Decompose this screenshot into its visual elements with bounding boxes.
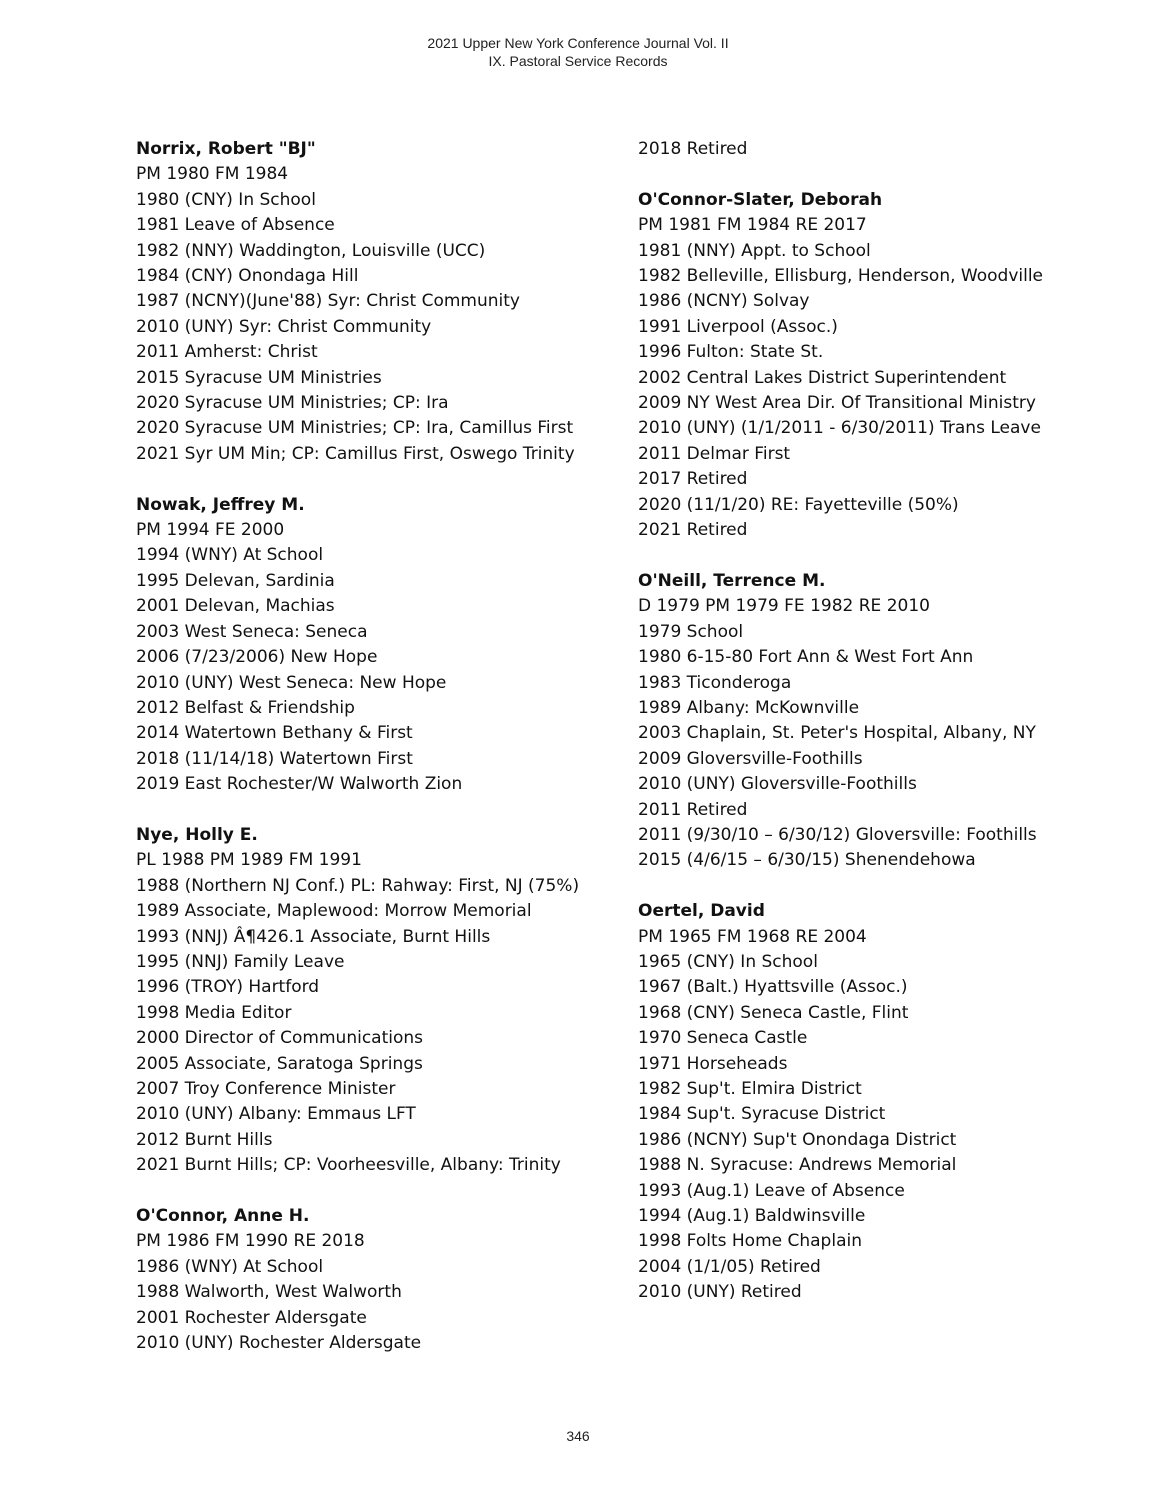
service-record-line: 1970 Seneca Castle [638, 1028, 808, 1049]
record-entry [638, 137, 1118, 162]
service-record-line: 2012 Belfast & Friendship [136, 697, 355, 718]
pastor-name: Oertel, David [638, 901, 765, 922]
service-record-line: 2001 Rochester Aldersgate [136, 1307, 367, 1328]
pastor-name: Nye, Holly E. [136, 824, 258, 845]
service-record-line: 1984 Sup't. Syracuse District [638, 1104, 886, 1125]
service-record-line: 1988 N. Syracuse: Andrews Memorial [638, 1155, 957, 1176]
service-record-line: 1998 Media Editor [136, 1002, 292, 1023]
service-record-line: 1984 (CNY) Onondaga Hill [136, 266, 359, 287]
service-record-line: 1968 (CNY) Seneca Castle, Flint [638, 1002, 909, 1023]
record-entry [136, 1204, 606, 1356]
service-record-line: 1967 (Balt.) Hyattsville (Assoc.) [638, 977, 908, 998]
service-record-line: 1988 Walworth, West Walworth [136, 1282, 402, 1303]
service-record-line: 2011 Retired [638, 799, 748, 820]
service-record-line: 1982 Sup't. Elmira District [638, 1078, 862, 1099]
service-record-line: 2004 (1/1/05) Retired [638, 1256, 821, 1277]
record-entry [638, 188, 1118, 544]
service-record-line: 1996 (TROY) Hartford [136, 977, 320, 998]
service-record-line: 2011 Delmar First [638, 443, 791, 464]
service-record-line: 2015 Syracuse UM Ministries [136, 367, 382, 388]
service-record-line: 2018 (11/14/18) Watertown First [136, 748, 413, 769]
service-record-line: 2015 (4/6/15 – 6/30/15) Shenendehowa [638, 850, 976, 871]
service-record-line: 2021 Syr UM Min; CP: Camillus First, Oswego Trinity [136, 443, 575, 464]
service-record-line: 2012 Burnt Hills [136, 1129, 273, 1150]
service-record-line: 1991 Liverpool (Assoc.) [638, 316, 838, 337]
service-record-line: 1980 (CNY) In School [136, 189, 316, 210]
page-header [0, 34, 1156, 70]
service-record-line: 2021 Burnt Hills; CP: Voorheesville, Albany: Trinity [136, 1155, 561, 1176]
service-record-line: 2018 Retired [638, 139, 748, 159]
service-record-line: 1995 Delevan, Sardinia [136, 570, 335, 591]
record-entry [136, 137, 606, 467]
service-record-line: 2011 Amherst: Christ [136, 342, 318, 363]
service-record-line: 1996 Fulton: State St. [638, 342, 824, 363]
section-title: IX. Pastoral Service Records [488, 53, 668, 69]
service-record-line: PM 1986 FM 1990 RE 2018 [136, 1231, 365, 1252]
service-record-line: 2005 Associate, Saratoga Springs [136, 1053, 423, 1074]
service-record-line: 1981 (NNY) Appt. to School [638, 240, 871, 261]
pastor-name: Nowak, Jeffrey M. [136, 494, 305, 515]
service-record-line: 2000 Director of Communications [136, 1028, 423, 1049]
service-record-line: 2010 (UNY) Retired [638, 1282, 802, 1303]
service-record-line: PM 1981 FM 1984 RE 2017 [638, 215, 867, 236]
service-record-line: 1989 Associate, Maplewood: Morrow Memorial [136, 901, 532, 922]
service-record-line: 1989 Albany: McKownville [638, 697, 860, 718]
service-record-line: 1994 (Aug.1) Baldwinsville [638, 1206, 866, 1227]
service-record-line: 2010 (UNY) Syr: Christ Community [136, 316, 432, 337]
service-record-line: 1965 (CNY) In School [638, 951, 818, 972]
service-record-line: D 1979 PM 1979 FE 1982 RE 2010 [638, 596, 930, 617]
service-record-line: 1983 Ticonderoga [638, 672, 792, 693]
service-record-line: 2017 Retired [638, 469, 748, 490]
pastor-name: O'Connor-Slater, Deborah [638, 189, 883, 210]
service-record-line: 2003 Chaplain, St. Peter's Hospital, Albany, NY [638, 723, 1036, 744]
service-record-line: 1979 School [638, 621, 744, 642]
service-record-line: 2010 (UNY) Albany: Emmaus LFT [136, 1104, 416, 1125]
service-record-line: 1993 (NNJ) Â¶426.1 Associate, Burnt Hills [136, 926, 491, 947]
service-record-line: 1998 Folts Home Chaplain [638, 1231, 862, 1252]
service-record-line: 1993 (Aug.1) Leave of Absence [638, 1180, 905, 1201]
service-record-line: 2002 Central Lakes District Superintendent [638, 367, 1007, 388]
service-record-line: 1994 (WNY) At School [136, 545, 324, 566]
right-column [638, 137, 1118, 1331]
service-record-line: 2019 East Rochester/W Walworth Zion [136, 774, 463, 795]
service-record-line: 2020 Syracuse UM Ministries; CP: Ira, Camillus First [136, 418, 574, 439]
service-record-line: PL 1988 PM 1989 FM 1991 [136, 850, 362, 871]
service-record-line: 1987 (NCNY)(June'88) Syr: Christ Community [136, 291, 520, 312]
record-entry [638, 899, 1118, 1306]
service-record-line: 1995 (NNJ) Family Leave [136, 951, 345, 972]
left-column [136, 137, 606, 1382]
service-record-line: 1982 (NNY) Waddington, Louisville (UCC) [136, 240, 486, 261]
pastor-name: O'Connor, Anne H. [136, 1206, 310, 1227]
service-record-line: 1980 6-15-80 Fort Ann & West Fort Ann [638, 647, 974, 668]
service-record-line: 1986 (WNY) At School [136, 1256, 324, 1277]
service-record-line: 1982 Belleville, Ellisburg, Henderson, Woodville [638, 266, 1044, 287]
service-record-line: PM 1980 FM 1984 [136, 164, 289, 185]
service-record-line: 2006 (7/23/2006) New Hope [136, 647, 378, 668]
service-record-line: 1981 Leave of Absence [136, 215, 335, 236]
service-record-line: 2001 Delevan, Machias [136, 596, 335, 617]
service-record-line: 2014 Watertown Bethany & First [136, 723, 413, 744]
service-record-line: 2020 Syracuse UM Ministries; CP: Ira [136, 393, 449, 414]
service-record-line: PM 1994 FE 2000 [136, 520, 285, 541]
service-record-line: 2003 West Seneca: Seneca [136, 621, 368, 642]
service-record-line: 1971 Horseheads [638, 1053, 788, 1074]
service-record-line: 2020 (11/1/20) RE: Fayetteville (50%) [638, 494, 959, 515]
service-record-line: 2010 (UNY) (1/1/2011 - 6/30/2011) Trans Leave [638, 418, 1041, 439]
pastor-name: Norrix, Robert "BJ" [136, 139, 316, 159]
service-record-line: 2011 (9/30/10 – 6/30/12) Gloversville: Foothills [638, 824, 1037, 845]
service-record-line: 2007 Troy Conference Minister [136, 1079, 396, 1099]
service-record-line: 1986 (NCNY) Sup't Onondaga District [638, 1129, 957, 1150]
record-entry [638, 569, 1118, 874]
service-record-line: 2009 Gloversville-Foothills [638, 748, 863, 769]
service-record-line: 2010 (UNY) Gloversville-Foothills [638, 774, 917, 795]
service-record-line: PM 1965 FM 1968 RE 2004 [638, 926, 867, 947]
service-record-line: 2010 (UNY) Rochester Aldersgate [136, 1333, 422, 1354]
pastor-name: O'Neill, Terrence M. [638, 570, 826, 591]
service-record-line: 2010 (UNY) West Seneca: New Hope [136, 672, 447, 693]
record-entry [136, 823, 606, 1179]
record-entry [136, 493, 606, 798]
service-record-line: 1988 (Northern NJ Conf.) PL: Rahway: First, NJ (75%) [136, 875, 580, 896]
service-record-line: 2021 Retired [638, 520, 748, 541]
service-record-line: 1986 (NCNY) Solvay [638, 291, 810, 312]
page-number: 346 [566, 1428, 590, 1444]
journal-title: 2021 Upper New York Conference Journal Vol. II [427, 35, 729, 51]
service-record-line: 2009 NY West Area Dir. Of Transitional Ministry [638, 393, 1036, 414]
